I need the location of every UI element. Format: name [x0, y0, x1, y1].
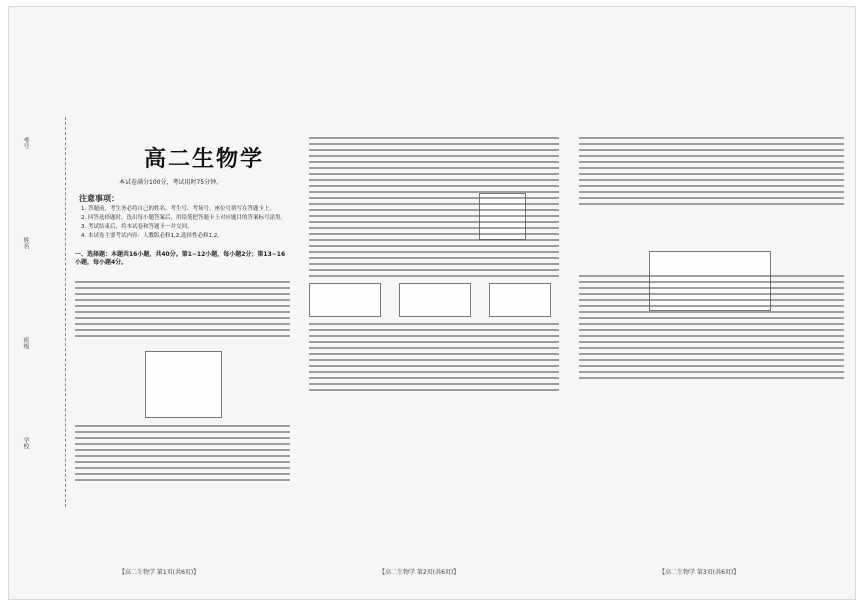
rna-structure-figure	[145, 351, 222, 418]
footer-page-2: 【高二生物学 第2页(共6页)】	[379, 569, 460, 576]
binding-label-3: 班级	[22, 337, 29, 349]
text-line	[75, 281, 290, 283]
figure-1	[309, 283, 381, 317]
column-1-text	[75, 277, 290, 485]
binding-label-2: 姓名	[22, 237, 29, 249]
notice-3: 3. 考试结束后，将本试卷和答题卡一并交回。	[81, 224, 193, 230]
column-2-text	[309, 133, 559, 395]
column-3-text	[579, 133, 844, 383]
binding-label-4: 学校	[22, 437, 29, 449]
notice-4: 4. 本试卷主要考试内容：人教版必修1,2,选择性必修1,2。	[81, 233, 223, 239]
notice-1: 1. 答题前，考生务必将自己的姓名、考生号、考场号、座位号填写在答题卡上。	[81, 206, 275, 212]
binding-margin	[19, 117, 66, 507]
exam-title: 高二生物学	[143, 147, 264, 172]
notice-list	[81, 205, 291, 241]
exam-info: 本试卷满分100分，考试用时75分钟。	[119, 179, 223, 186]
exam-sheet	[8, 6, 856, 600]
footer-page-1: 【高二生物学 第1页(共6页)】	[119, 569, 200, 576]
binding-label-1: 考号	[22, 137, 29, 149]
section-heading: 一、选择题：本题共16小题，共40分。第1~12小题，每小题2分；第13~16小题，每小题4分。	[75, 251, 286, 266]
figure-3	[489, 283, 551, 317]
notice-2: 2. 回答选择题时，选出每小题答案后，用铅笔把答题卡上对应题目的答案标号涂黑。	[81, 215, 286, 221]
notice-heading: 注意事项：	[79, 194, 119, 203]
footer-page-3: 【高二生物学 第3页(共6页)】	[659, 569, 740, 576]
figure-2	[399, 283, 471, 317]
